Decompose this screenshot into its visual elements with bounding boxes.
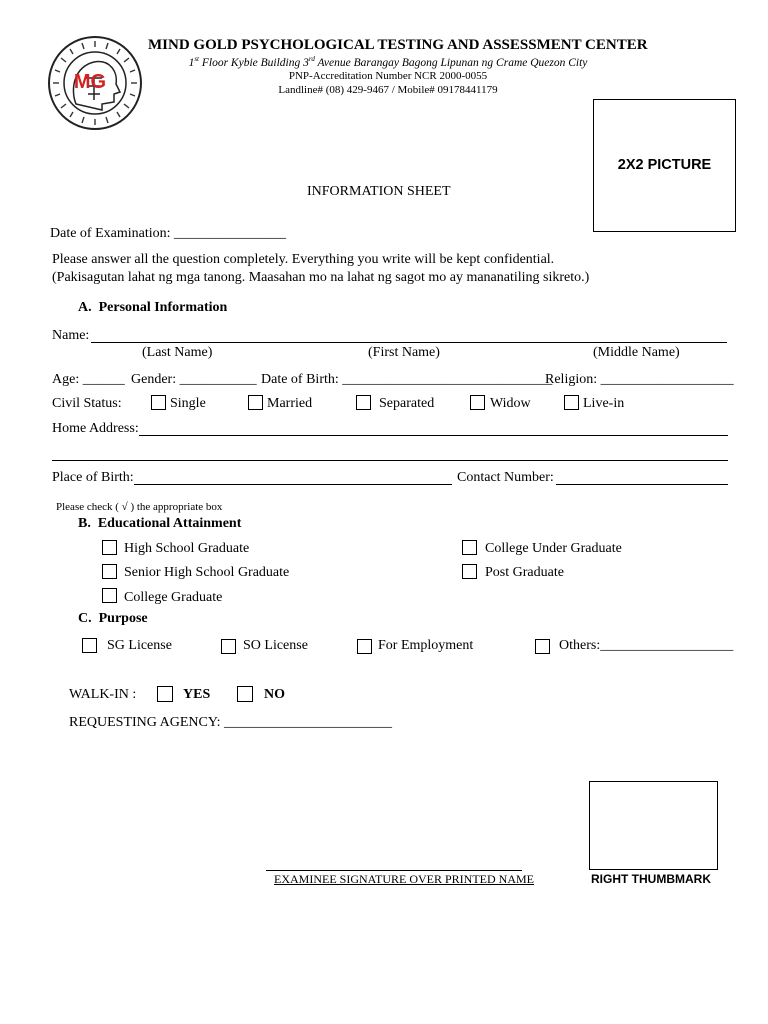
- civil-status-label: Civil Status:: [52, 396, 122, 411]
- signature-line[interactable]: [266, 870, 522, 871]
- civil-widow-checkbox[interactable]: [470, 395, 485, 410]
- seal-icon: [46, 34, 144, 132]
- form-title: INFORMATION SHEET: [307, 184, 451, 199]
- civil-live-in-checkbox[interactable]: [564, 395, 579, 410]
- edu-college-undergrad-label: College Under Graduate: [485, 541, 622, 556]
- edu-senior-high-label: Senior High School Graduate: [124, 565, 290, 580]
- svg-text:MG: MG: [73, 71, 107, 93]
- org-logo: [46, 34, 144, 132]
- first-name-caption: (First Name): [368, 345, 440, 360]
- purpose-employment-label: For Employment: [378, 638, 474, 653]
- photo-box[interactable]: [593, 99, 736, 232]
- requesting-agency-field[interactable]: REQUESTING AGENCY: ________________________: [69, 715, 393, 730]
- section-b-title: B. Educational Attainment: [78, 516, 242, 531]
- edu-college-graduate-checkbox[interactable]: [102, 588, 117, 603]
- instructions-english: Please answer all the question completely. Everything you write will be kept confidential.: [52, 252, 555, 267]
- walk-in-yes-label: YES: [183, 687, 211, 702]
- civil-separated-checkbox[interactable]: [356, 395, 371, 410]
- photo-box-label: 2X2 PICTURE: [617, 157, 712, 173]
- civil-separated-label: Separated: [379, 396, 435, 411]
- civil-widow-label: Widow: [490, 396, 531, 411]
- civil-single-label: Single: [170, 396, 206, 411]
- place-of-birth-label: Place of Birth:: [52, 470, 134, 485]
- walk-in-label: WALK-IN :: [69, 687, 137, 702]
- section-a-title: A. Personal Information: [78, 300, 228, 315]
- instructions-filipino: (Pakisagutan lahat ng mga tanong. Maasahan mo na lahat ng sagot mo ay mananatiling sikreto.): [52, 270, 590, 285]
- thumbmark-label: RIGHT THUMBMARK: [591, 872, 711, 886]
- edu-high-school-checkbox[interactable]: [102, 540, 117, 555]
- purpose-employment-checkbox[interactable]: [357, 639, 372, 654]
- home-address-field-2[interactable]: [52, 460, 728, 461]
- org-accreditation: PNP-Accreditation Number NCR 2000-0055: [288, 70, 488, 82]
- home-address-field-1[interactable]: [139, 435, 728, 436]
- edu-senior-high-checkbox[interactable]: [102, 564, 117, 579]
- civil-live-in-label: Live-in: [583, 396, 625, 411]
- org-contact: Landline# (08) 429-9467 / Mobile# 09178441179: [278, 84, 498, 96]
- contact-number-field[interactable]: [556, 484, 728, 485]
- purpose-others-checkbox[interactable]: [535, 639, 550, 654]
- place-of-birth-field[interactable]: [134, 484, 452, 485]
- name-field[interactable]: [91, 342, 727, 343]
- purpose-others-field[interactable]: Others:___________________: [559, 638, 734, 653]
- contact-number-label: Contact Number:: [457, 470, 554, 485]
- purpose-so-license-checkbox[interactable]: [221, 639, 236, 654]
- age-field[interactable]: Age: ______: [52, 372, 125, 387]
- edu-post-graduate-checkbox[interactable]: [462, 564, 477, 579]
- walk-in-no-checkbox[interactable]: [237, 686, 253, 702]
- purpose-so-license-label: SO License: [243, 638, 308, 653]
- middle-name-caption: (Middle Name): [593, 345, 680, 360]
- edu-college-graduate-label: College Graduate: [124, 590, 223, 605]
- civil-single-checkbox[interactable]: [151, 395, 166, 410]
- signature-label: EXAMINEE SIGNATURE OVER PRINTED NAME: [274, 872, 534, 886]
- date-of-examination-field[interactable]: Date of Examination: ________________: [50, 226, 287, 241]
- org-name: MIND GOLD PSYCHOLOGICAL TESTING AND ASSESSMENT CENTER: [148, 37, 648, 53]
- last-name-caption: (Last Name): [142, 345, 213, 360]
- walk-in-no-label: NO: [264, 687, 285, 702]
- walk-in-yes-checkbox[interactable]: [157, 686, 173, 702]
- edu-college-undergrad-checkbox[interactable]: [462, 540, 477, 555]
- gender-field[interactable]: Gender: ___________: [131, 372, 257, 387]
- date-of-birth-field[interactable]: Date of Birth: ______________________________: [261, 372, 553, 387]
- section-c-title: C. Purpose: [78, 611, 148, 626]
- check-instruction: Please check ( √ ) the appropriate box: [56, 501, 223, 513]
- edu-post-graduate-label: Post Graduate: [485, 565, 564, 580]
- thumbmark-box[interactable]: [589, 781, 718, 870]
- religion-field[interactable]: Religion: ___________________: [545, 372, 734, 387]
- name-label: Name:: [52, 328, 90, 343]
- org-address: 1st Floor Kybie Building 3rd Avenue Barangay Bagong Lipunan ng Crame Quezon City: [188, 55, 588, 69]
- home-address-label: Home Address:: [52, 421, 139, 436]
- purpose-sg-license-checkbox[interactable]: [82, 638, 97, 653]
- civil-married-checkbox[interactable]: [248, 395, 263, 410]
- edu-high-school-label: High School Graduate: [124, 541, 250, 556]
- civil-married-label: Married: [267, 396, 313, 411]
- purpose-sg-license-label: SG License: [107, 638, 172, 653]
